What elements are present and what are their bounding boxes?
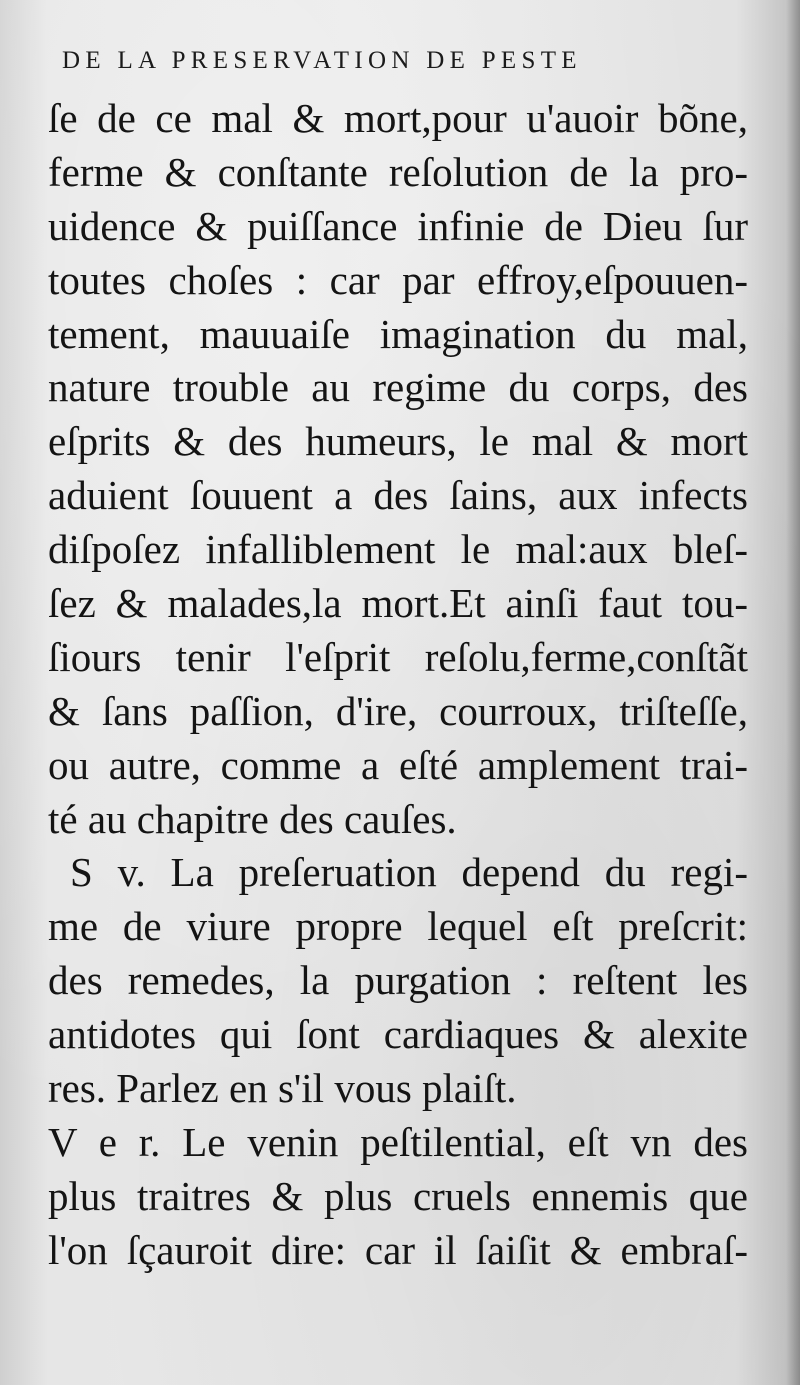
text-line: uidence & puiſſance infinie de Dieu ſur bbox=[48, 202, 748, 249]
text-line: nature trouble au regime du corps, des bbox=[48, 364, 748, 411]
text-line: plus traitres & plus cruels ennemis que bbox=[48, 1172, 748, 1219]
text-line: aduient ſouuent a des ſains, aux infects bbox=[48, 472, 748, 519]
speaker-line: S v. La preſeruation depend du regi- bbox=[70, 849, 748, 896]
speaker-line: V e r. Le venin peſtilential, eſt vn des bbox=[48, 1118, 748, 1165]
text-line: l'on ſçauroit dire: car il ſaiſit & embraſ- bbox=[48, 1226, 748, 1273]
text-line: res. Parlez en s'il vous plaiſt. bbox=[48, 1065, 517, 1112]
text-line: toutes choſes : car par effroy,eſpouuen- bbox=[48, 256, 748, 303]
text-line: diſpoſez infalliblement le mal:aux bleſ- bbox=[48, 526, 748, 573]
running-head: DE LA PRESERVATION DE PESTE bbox=[62, 47, 582, 74]
text-line: des remedes, la purgation : reſtent les bbox=[48, 957, 748, 1004]
body-text bbox=[48, 92, 748, 1278]
page-edge-shadow bbox=[786, 0, 800, 1385]
text-line: eſprits & des humeurs, le mal & mort bbox=[48, 418, 748, 465]
text-line: ferme & conſtante reſolution de la pro- bbox=[48, 148, 748, 195]
text-line: & ſans paſſion, d'ire, courroux, triſteſſe, bbox=[48, 687, 748, 734]
text-line: té au chapitre des cauſes. bbox=[48, 795, 457, 842]
text-line: antidotes qui ſont cardiaques & alexite bbox=[48, 1011, 748, 1058]
text-line: tement, mauuaiſe imagination du mal, bbox=[48, 310, 748, 357]
text-line: me de viure propre lequel eſt preſcrit: bbox=[48, 903, 748, 950]
text-line: ſiours tenir l'eſprit reſolu,ferme,conſtãt bbox=[48, 633, 748, 680]
text-line: ou autre, comme a eſté amplement trai- bbox=[48, 741, 748, 788]
text-line: ſez & malades,la mort.Et ainſi faut tou- bbox=[48, 580, 748, 627]
text-line: ſe de ce mal & mort,pour u'auoir bõne, bbox=[48, 95, 748, 141]
